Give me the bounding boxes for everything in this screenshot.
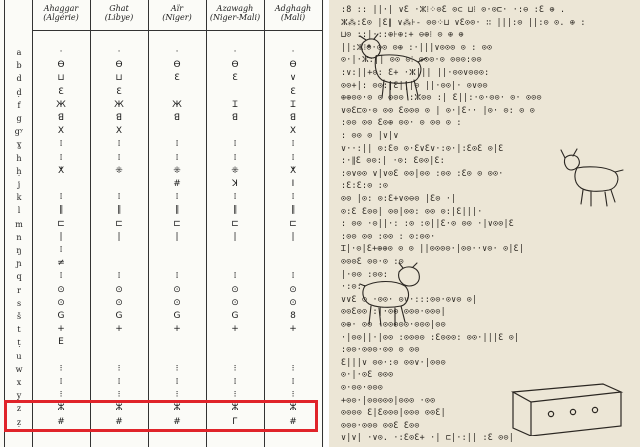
row-letter: t [17, 325, 21, 335]
tifinagh-glyph: ⵅ [58, 165, 64, 176]
tifinagh-glyph: ⊏ [173, 218, 181, 229]
row-letter: r [17, 285, 21, 295]
row-letter: j [17, 180, 21, 189]
goat-drawing-2 [559, 148, 629, 208]
column-header-region: (Niger-Mali) [209, 13, 261, 22]
row-letter: x [16, 378, 22, 387]
tifinagh-glyph: # [173, 416, 181, 427]
tifinagh-glyph: ∥ [232, 205, 238, 216]
tifinagh-glyph: Ɵ [173, 60, 181, 71]
tifinagh-glyph: Ɵ [231, 60, 239, 71]
manuscript-line: Ɛ|||∨ ⊙⊙·:⊙ ⊙⊙∨·|⊙⊙⊙ [341, 356, 446, 367]
manuscript-line: ⵣ⁂:Ɛ⊙ |Ɛ∥ ∨⁂⊦- ⊙⊙⁘⊔ ∨Ɛ⊙⊙· ∷ |||:⊙ ||:⊙ ⊙. ⊕ : [341, 16, 586, 27]
row-letter: q [16, 272, 22, 282]
tifinagh-glyph: G [231, 311, 239, 321]
tifinagh-glyph: ⁝ [233, 363, 237, 374]
manuscript-line: :⊙⊙ ⊙⊙ :⊙⊙ : ⊙:⊙⊙· [341, 230, 436, 241]
tifinagh-glyph: ⁞ [117, 192, 121, 203]
row-letter: w [15, 364, 23, 374]
manuscript-line: ⊙⊙+|: ⊙⊙:|Ɛ|||⊙ ||·⊙⊙|· ⊙∨⊙⊙ [341, 79, 488, 90]
tifinagh-glyph: ⊙ [231, 284, 239, 295]
row-letter: b [16, 61, 22, 71]
manuscript-line: ∨∨Ɛ ⊙ ·⊙⊙· ⊙∨·:::⊙⊙·⊙∨⊙ ⊙| [341, 293, 478, 304]
tifinagh-glyph: ⵅ [290, 165, 296, 176]
tifinagh-glyph: Ɵ [289, 60, 297, 71]
tifinagh-glyph: · [291, 47, 295, 57]
manuscript-line: ·:⊙:· [341, 281, 368, 292]
highlight-box [4, 400, 318, 432]
tifinagh-glyph: ∥ [116, 205, 122, 216]
row-letter: ḥ [16, 166, 22, 176]
tifinagh-glyph: ⵣ [289, 403, 297, 414]
tifinagh-glyph: ⊙ [173, 297, 181, 308]
tifinagh-glyph: Ɛ [174, 73, 180, 84]
table-column-rule [32, 0, 33, 447]
manuscript-line: ⊙⊙⊙Ɛ ⊙⊙·⊙ :⊙ [341, 256, 404, 266]
column-header-name: Ghat [109, 4, 129, 13]
table-column-rule [4, 0, 5, 447]
tifinagh-glyph: ⁞ [59, 377, 63, 387]
manuscript-line: ⊙·⊙⊙·⊙⊙⊙ [341, 382, 383, 392]
tifinagh-glyph: Ɪ [232, 99, 238, 110]
tifinagh-glyph: ⵣ [231, 403, 239, 414]
manuscript-line: : ⊙⊙ ·⊙||·: :⊙ :⊙||Ɛ·⊙ ⊙⊙ ·|∨⊙⊙|Ɛ [341, 218, 514, 229]
row-letter: z [16, 404, 22, 414]
tifinagh-glyph: · [175, 47, 179, 57]
column-header-name: Azawagh [216, 4, 254, 13]
tifinagh-glyph: · [59, 47, 63, 57]
manuscript-line: ⊙·|·ⵣ:|| ⊙⊙ ⊙⁝ ⊙⊙⊙·⊙ ⊙⊙⊙:⊙⊙ [341, 54, 482, 65]
manuscript-line: ⊙⊙ |⊙: ⊙:Ɛ+∨⊙⊖⊙ |Ɛ⊙ ·| [341, 193, 457, 203]
tifinagh-glyph: ⁝ [117, 363, 121, 374]
tifinagh-glyph: ⁞ [59, 245, 63, 255]
column-header [148, 4, 206, 22]
tifinagh-glyph: + [231, 324, 239, 335]
tifinagh-glyph: ⁞ [59, 192, 63, 203]
tifinagh-glyph: ꓭ [173, 113, 181, 123]
table-column-rule [90, 0, 91, 447]
manuscript-line: ⊙:Ɛ Ɛ⊙⊙| ⊙⊙|⊙⊙: ⊙⊙ ⊙:|Ɛ|||· [341, 205, 483, 216]
tifinagh-glyph: ∥ [58, 205, 64, 216]
manuscript-line: :8 :: ||·| ∨Ɛ ·ⵣ⁝⁘⊙Ɛ ⊙⊂ ⊔⁝ ⊙·⊙⊏· ·:⊖ :Ɛ ⊕ . [341, 4, 566, 14]
tifinagh-glyph: X [289, 126, 297, 137]
tifinagh-glyph: | [59, 231, 63, 242]
row-letter: ẓ [16, 417, 22, 427]
row-letter: d [16, 74, 22, 84]
tifinagh-glyph: ꓭ [115, 113, 123, 123]
tifinagh-glyph: ∥ [290, 205, 296, 216]
manuscript-line: ∨|∨| ·∨⊙. ·:Ɛ⊙Ɛ+ ·| ⊏|·:|| :Ɛ ⊙⊙| [341, 432, 514, 443]
tifinagh-glyph: ⊔ [57, 73, 65, 84]
tifinagh-glyph: ⁝ [59, 363, 63, 374]
row-letter: n [16, 232, 22, 242]
row-letter: ṭ [17, 338, 21, 348]
row-letter: ŋ [16, 246, 22, 255]
manuscript-line: ·|⊙⊙||·|⊙⊙ :⊙⊙⊙⊙ :Ɛ⊙⊙⊙: ⊙⊙·|||Ɛ ⊙| [341, 331, 520, 342]
tifinagh-glyph: # [57, 416, 65, 427]
tifinagh-glyph: ⁞ [233, 271, 237, 282]
tifinagh-glyph: ⁞ [175, 271, 179, 282]
box-drawing [507, 376, 627, 436]
row-letter: g [16, 114, 22, 123]
row-letter: l [17, 206, 21, 216]
manuscript-line: ⊙⊙Ɛ⊙⊙ :|·⊙⊙ ⊙⊙⊙·⊙⊙⊙| [341, 306, 446, 317]
row-letter: ḍ [16, 87, 22, 97]
manuscript-line: :⊙⊙ ⊙⊙ Ɛ⊙⊕ ⊙⊙· ⊙ ⊙⊙ ⊙ : [341, 117, 462, 128]
tifinagh-glyph: ⁞ [233, 152, 237, 163]
tifinagh-glyph: | [117, 231, 121, 242]
column-header-name: Aïr [170, 4, 184, 13]
tifinagh-glyph: + [173, 324, 181, 335]
tifinagh-glyph: # [115, 416, 123, 427]
table-column-rule [322, 0, 323, 447]
tifinagh-glyph: ꓭ [231, 113, 239, 123]
tifinagh-glyph: · [233, 47, 237, 57]
row-letter: k [16, 193, 22, 203]
tifinagh-glyph: G [173, 311, 181, 321]
tifinagh-glyph: ⊙ [231, 297, 239, 308]
tifinagh-glyph: ⁞ [291, 152, 295, 163]
tifinagh-glyph: ⁞ [175, 192, 179, 203]
column-header-name: Adghagh [274, 4, 312, 13]
tifinagh-glyph: Ɛ [58, 86, 64, 97]
row-letter: a [16, 48, 22, 57]
column-header-region: (Niger) [162, 13, 192, 22]
manuscript-page [329, 0, 640, 447]
row-letter: m [15, 219, 23, 229]
tifinagh-glyph: ∥ [174, 205, 180, 216]
tifinagh-glyph: · [117, 47, 121, 57]
manuscript-line: +⊙⊙·|⊙⊙⊙⊙⊙|⊙⊙⊙ ·⊙⊙ [341, 394, 436, 405]
tifinagh-glyph: Ж [114, 99, 124, 110]
tifinagh-glyph: ꓭ [289, 113, 297, 123]
tifinagh-glyph: Г [232, 416, 238, 427]
manuscript-line: :∨:||+⊙: Ɛ+ ·ⵣ||| ||·⊙⊙∨⊙⊙⊙: [341, 67, 490, 77]
row-letter: y [16, 391, 22, 401]
table-column-rule [264, 0, 265, 447]
tifinagh-glyph: 8 [290, 311, 296, 321]
manuscript-line: ⊙⊙⊙·⊙⊙⊙ ⊙⊙Ɛ Ɛ⊙⊙ [341, 419, 420, 430]
tifinagh-glyph: ⁞ [59, 152, 63, 163]
tifinagh-glyph: + [289, 324, 297, 335]
tifinagh-glyph: + [115, 324, 123, 335]
manuscript-line: : ⊙⊙ ⊙ |∨|∨ [341, 130, 399, 140]
tifinagh-glyph: # [289, 416, 297, 427]
tifinagh-glyph: Ж [172, 99, 182, 110]
tifinagh-glyph: # [173, 179, 181, 189]
tifinagh-glyph: ⊏ [57, 218, 65, 229]
alphabet-comparison-table [4, 0, 322, 447]
manuscript-line: ⊕⊕⊙⊙·⊙ ⊙ ⊙⊙⊙ :ⵣ⊙⊙ :| Ɛ||:·⊙·⊙⊙· ⊙· ⊙⊙⊙ [341, 92, 542, 103]
table-column-rule [148, 0, 149, 447]
manuscript-line: ∨··:|| ⊙:Ɛ⊙ ⊙·Ɛ∨Ɛ∨·:⊙·|:Ɛ⊙Ɛ ⊙|Ɛ [341, 142, 504, 153]
manuscript-line: :⊙⊙·⊙⊙⊙·⊙⊙ ⊙ ⊙⊙ [341, 344, 420, 355]
manuscript-line: :⊙∨⊙⊙ ∨|∨⊙Ɛ ⊙⊙|⊙⊙ :⊙⊙ :Ɛ⊙ ⊙ ⊙⊙· [341, 167, 504, 178]
manuscript-line: ⊔⊙ ::|·::⊕⊦⊕:+ ⊖⊕⁝ ⊙ ⊕ ⊕ [341, 29, 464, 40]
tifinagh-glyph: G [115, 311, 123, 321]
tifinagh-glyph: ⁝ [291, 363, 295, 374]
column-header-region: (Algérie) [43, 13, 79, 22]
tifinagh-glyph: ⊙ [289, 297, 297, 308]
tifinagh-glyph: E [58, 337, 64, 348]
tifinagh-glyph: Ɵ [115, 60, 123, 71]
tifinagh-glyph: ⵣ [173, 403, 181, 414]
manuscript-line: ⊙⊕· ⊙⊙ ·⊙⊙⊙⊙⊙·⊙⊙⊙|⊙⊙ [341, 319, 446, 329]
tifinagh-glyph: ⊏ [289, 218, 297, 229]
tifinagh-glyph: ⊙ [57, 297, 65, 308]
tifinagh-glyph: ⁞ [59, 271, 63, 282]
tifinagh-glyph: ⁝ [175, 390, 179, 401]
tifinagh-glyph: ⊙ [289, 284, 297, 295]
tifinagh-glyph: ⊙ [173, 284, 181, 295]
tifinagh-glyph: ⊙ [115, 284, 123, 295]
tifinagh-glyph: ⁝ [233, 390, 237, 401]
column-header [264, 4, 322, 22]
manuscript-line: ∨⊙Ɛ⊏⊙·⊙ ⊙⊙ Ɛ⊙⊙⊙ ⊙ | ⊙·|Ɛ·· |⊙· ⊙: ⊙ ⊙ [341, 104, 535, 115]
manuscript-line: Ɪ|·⊙|Ɛ+⊕⊕⊙ ⊙ ⊙ ||⊙⊙⊙⊙·|⊙⊙··∨⊙· ⊙|Ɛ| [341, 243, 525, 254]
row-letter: gʸ [14, 127, 24, 137]
column-header [206, 4, 264, 22]
manuscript-line: ⊙⊙⊙⊙ Ɛ|Ɛ⊙⊙⊙|⊙⊙⊙ ⊙⊙Ɛ| [341, 407, 446, 418]
column-header-name: Ahaggar [43, 4, 79, 13]
tifinagh-glyph: ⁞ [117, 139, 121, 150]
header-rule [32, 30, 322, 31]
table-column-rule [206, 0, 207, 447]
tifinagh-glyph: ⁜ [231, 165, 239, 176]
tifinagh-glyph: ꓭ [57, 113, 65, 123]
row-letter: u [16, 351, 22, 361]
tifinagh-glyph: I [291, 179, 295, 189]
column-header-region: (Mali) [280, 13, 306, 22]
tifinagh-glyph: ⁞ [291, 139, 295, 150]
tifinagh-glyph: ⊏ [231, 218, 239, 229]
row-letter: f [17, 100, 21, 110]
tifinagh-glyph: Ж [56, 99, 66, 110]
tifinagh-glyph: Ɪ [290, 99, 296, 110]
tifinagh-glyph: ⁞ [291, 377, 295, 387]
tifinagh-glyph: Ɛ [116, 86, 122, 97]
tifinagh-glyph: ⁞ [233, 139, 237, 150]
manuscript-line: |·⊙⊙ :⊙⊙: [341, 268, 389, 279]
tifinagh-glyph: ⁞ [117, 152, 121, 163]
tifinagh-glyph: ⁜ [115, 165, 123, 176]
tifinagh-glyph: ⁞ [175, 152, 179, 163]
tifinagh-glyph: ⁞ [117, 377, 121, 387]
tifinagh-glyph: | [291, 231, 295, 242]
column-header [32, 4, 90, 22]
tifinagh-glyph: ∨ [289, 73, 297, 84]
tifinagh-glyph: ⁝ [117, 390, 121, 401]
row-letter: ɣ [16, 140, 22, 150]
manuscript-line: :Ɛ:Ɛ:⊙ :⊙ [341, 180, 389, 191]
manuscript-line: ||:ⵣ⁝⊙·⊙⊙ ⊙⊕ :·|||∨⊙⊙⊙ ⊙ : ⊙⊙ [341, 41, 493, 52]
manuscript-line: ⊙·|·⊙Ɛ ⊙⊙⊙ [341, 369, 394, 380]
row-letter: s [16, 298, 22, 308]
tifinagh-glyph: ⁞ [233, 192, 237, 203]
tifinagh-glyph: X [115, 126, 123, 137]
tifinagh-glyph: ≠ [57, 258, 65, 269]
tifinagh-glyph: ⁞ [59, 139, 63, 150]
column-header-region: (Libye) [104, 13, 134, 22]
tifinagh-glyph: ⊙ [57, 284, 65, 295]
tifinagh-glyph: + [57, 324, 65, 335]
tifinagh-glyph: Ɛ [290, 86, 296, 97]
tifinagh-glyph: ⊔ [115, 73, 123, 84]
tifinagh-glyph: | [175, 231, 179, 242]
tifinagh-glyph: ⁞ [117, 271, 121, 282]
tifinagh-glyph: ⁜ [173, 165, 181, 176]
goat-drawing-3 [359, 262, 429, 332]
tifinagh-glyph: G [57, 311, 65, 321]
tifinagh-glyph: ⁞ [175, 377, 179, 387]
tifinagh-glyph: ⁝ [59, 390, 63, 401]
tifinagh-glyph: ⊙ [115, 297, 123, 308]
tifinagh-glyph: ⊏ [115, 218, 123, 229]
tifinagh-glyph: | [233, 231, 237, 242]
manuscript-line: :·∥Ɛ ⊙⊙:| ·⊙: Ɛ⊙⊙|Ɛ: [341, 155, 445, 166]
tifinagh-glyph: Ɵ [57, 60, 65, 71]
row-letter: ɲ [16, 259, 22, 269]
tifinagh-glyph: ⁝ [291, 390, 295, 401]
tifinagh-glyph: ⁞ [175, 139, 179, 150]
tifinagh-glyph: ⵣ [57, 403, 65, 414]
tifinagh-glyph: Ɛ [232, 73, 238, 84]
tifinagh-glyph: ⁞ [291, 192, 295, 203]
tifinagh-glyph: ⁞ [233, 377, 237, 387]
tifinagh-glyph: ⵣ [115, 403, 123, 414]
tifinagh-glyph: ꓘ [232, 179, 238, 189]
column-header [90, 4, 148, 22]
tifinagh-glyph: X [57, 126, 65, 137]
tifinagh-glyph: ⁞ [291, 271, 295, 282]
row-letter: š [16, 312, 22, 321]
tifinagh-glyph: ⁝ [175, 363, 179, 374]
goat-drawing-1 [354, 32, 434, 112]
row-letter: h [16, 153, 22, 163]
